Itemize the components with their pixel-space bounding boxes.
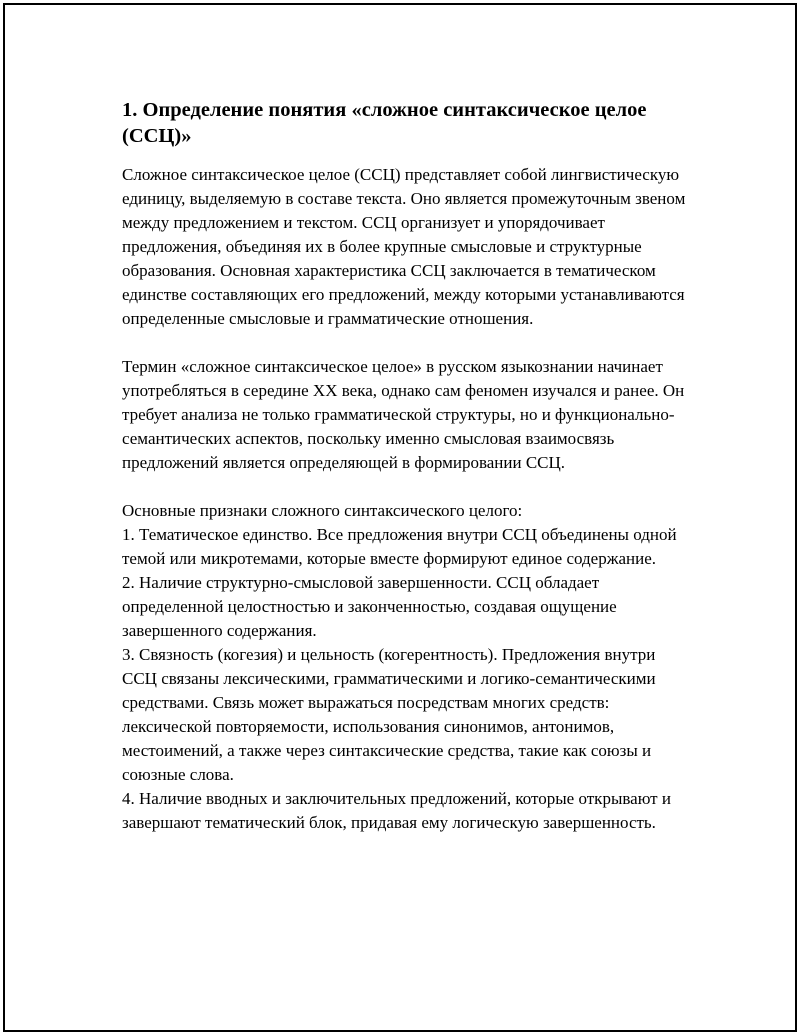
section-heading: 1. Определение понятия «сложное синтаксическое целое (ССЦ)» — [122, 99, 647, 147]
list-item-1: 1. Тематическое единство. Все предложения внутри ССЦ объединены одной темой или микротемами, которые вместе формируют единое содержание. — [122, 525, 677, 568]
list-item-4: 4. Наличие вводных и заключительных предложений, которые открывают и завершают тематический блок, придавая ему логическую завершенность. — [122, 789, 671, 832]
list-item-2: 2. Наличие структурно-смысловой завершенности. ССЦ обладает определенной целостностью и законченностью, создавая ощущение завершенного содержания. — [122, 573, 617, 640]
list-intro: Основные признаки сложного синтаксического целого: — [122, 501, 523, 520]
document-content — [122, 97, 688, 835]
list-item-3: 3. Связность (когезия) и цельность (когерентность). Предложения внутри ССЦ связаны лексическими, грамматическими и логико-семантическими средствами. Связь может выражаться посредствам многих средств: лексической повторяемости, использования синонимов, антонимов, местоимений, а также через синтаксические средства, такие как союзы и союзные слова. — [122, 645, 656, 784]
paragraph-definition: Сложное синтаксическое целое (ССЦ) представляет собой лингвистическую единицу, выделяемую в составе текста. Оно является промежуточным звеном между предложением и текстом. ССЦ организует и упорядочивает предложения, объединяя их в более крупные смысловые и структурные образования. Основная характеристика ССЦ заключается в тематическом единстве составляющих его предложений, между которыми устанавливаются определенные смысловые и грамматические отношения. — [122, 165, 686, 328]
features-list — [122, 499, 688, 835]
page-frame — [3, 3, 797, 1032]
paragraph-history: Термин «сложное синтаксическое целое» в русском языкознании начинает употребляться в середине XX века, однако сам феномен изучался и ранее. Он требует анализа не только грамматической структуры, но и функционально-семантических аспектов, поскольку именно смысловая взаимосвязь предложений является определяющей в формировании ССЦ. — [122, 357, 685, 472]
